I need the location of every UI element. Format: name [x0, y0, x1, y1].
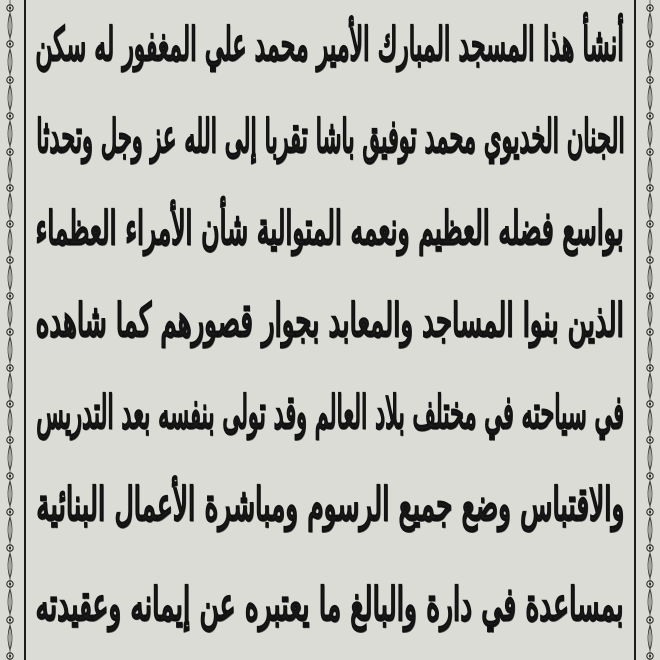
- inscription-line-text: والاقتباس وضع جميع الرسوم ومباشرة الأعمال البنائية: [36, 477, 624, 531]
- rosette-center: [649, 115, 651, 117]
- rosette-center: [9, 367, 11, 369]
- rosette-center: [9, 7, 11, 9]
- rosette-center: [9, 43, 11, 45]
- inscription-line: [36, 468, 624, 540]
- rosette-center: [649, 367, 651, 369]
- inscription-line-text: بواسع فضله العظيم ونعمه المتوالية شأن الأمراء العظماء: [35, 201, 625, 255]
- inscription-line: [36, 568, 624, 640]
- rosette-center: [649, 547, 651, 549]
- rosette-center: [649, 511, 651, 513]
- rosette-center: [9, 187, 11, 189]
- inscription-line: [36, 8, 624, 80]
- rosette-center: [9, 223, 11, 225]
- rosette-center: [649, 151, 651, 153]
- rosette-center: [649, 79, 651, 81]
- rosette-center: [649, 223, 651, 225]
- rosette-center: [649, 187, 651, 189]
- rosette-center: [649, 7, 651, 9]
- inscription-line: [36, 376, 624, 448]
- inscription-panel: [24, 0, 636, 660]
- rosette-center: [9, 259, 11, 261]
- rosette-center: [649, 439, 651, 441]
- rosette-center: [649, 331, 651, 333]
- inscription-line-text: الجنان الخديوي محمد توفيق باشا تقربا إلى الله عز وجل وتحدثا: [35, 109, 625, 163]
- rosette-center: [649, 295, 651, 297]
- inscription-line-text: أنشأ هذا المسجد المبارك الأمير محمد علي المغفور له سكن: [35, 17, 625, 71]
- rosette-center: [9, 439, 11, 441]
- inscription-line: [36, 100, 624, 172]
- rosette-center: [9, 331, 11, 333]
- rosette-center: [9, 151, 11, 153]
- inscription-line-text: في سياحته في مختلف بلاد العالم وقد تولى بنفسه بعد التدريس: [36, 385, 624, 439]
- rosette-center: [9, 655, 11, 657]
- rosette-center: [9, 583, 11, 585]
- inscription-line: [36, 192, 624, 264]
- rosette-center: [9, 547, 11, 549]
- rosette-center: [9, 403, 11, 405]
- inscription-line-text: بمساعدة في دارة والبالغ ما يعتبره عن إيمانه وعقيدته: [36, 577, 624, 631]
- rosette-center: [9, 619, 11, 621]
- rosette-center: [649, 475, 651, 477]
- rosette-center: [9, 79, 11, 81]
- right-ornamental-border: [643, 0, 657, 660]
- rosette-center: [649, 655, 651, 657]
- rosette-center: [9, 475, 11, 477]
- rosette-center: [9, 295, 11, 297]
- left-ornamental-border: [3, 0, 17, 660]
- rosette-center: [9, 511, 11, 513]
- rosette-center: [649, 259, 651, 261]
- rosette-center: [9, 115, 11, 117]
- rosette-center: [649, 583, 651, 585]
- inscription-line: [36, 284, 624, 356]
- rosette-center: [649, 403, 651, 405]
- rosette-center: [649, 43, 651, 45]
- rosette-center: [649, 619, 651, 621]
- inscription-line-text: الذين بنوا المساجد والمعابد بجوار قصورهم كما شاهده: [35, 293, 625, 347]
